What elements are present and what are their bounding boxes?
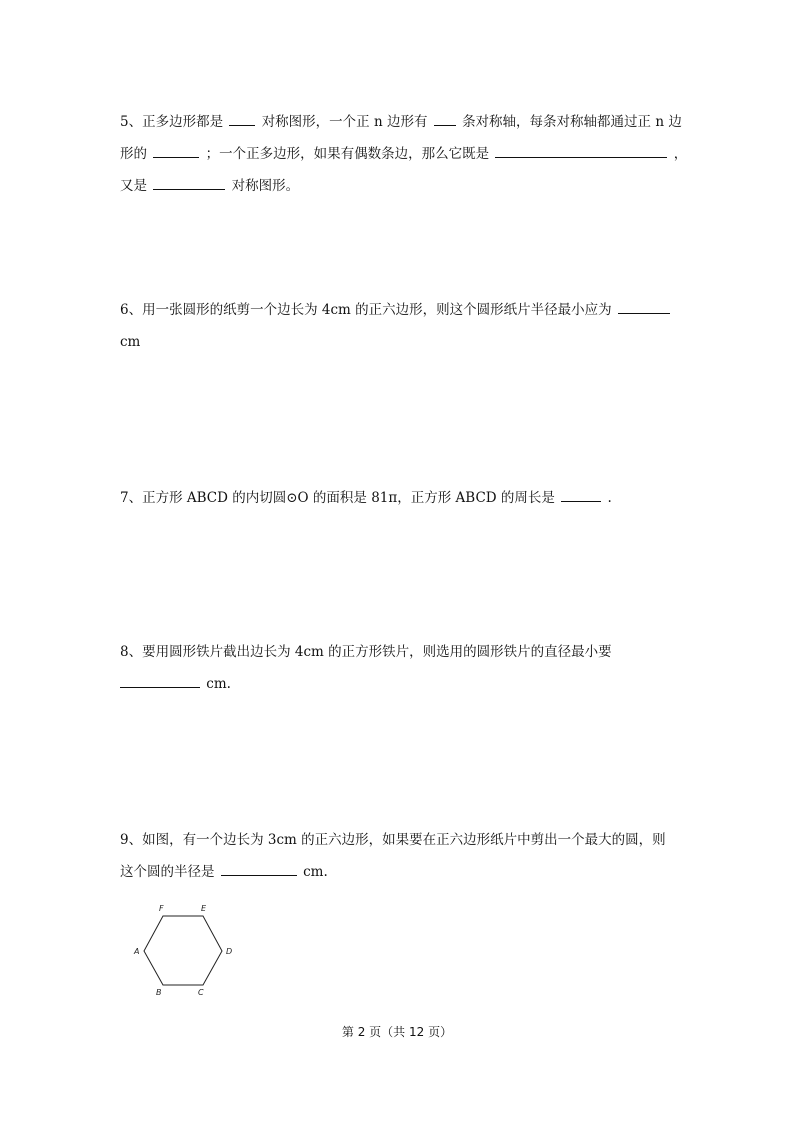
question-9-line-1 [120,824,700,856]
q9-text-1: 9、如图，有一个边长为 3cm 的正六边形，如果要在正六边形纸片中剪出一个最大的圆，则 [120,832,666,848]
q5-text-2c: ， [673,146,688,162]
q5-blank-1[interactable] [229,108,255,126]
q5-text-2b: ；一个正多边形，如果有偶数条边，那么它既是 [205,146,490,162]
q7-text-b: . [607,490,612,506]
question-9 [120,824,700,888]
q9-text-2a: 这个圆的半径是 [120,864,215,880]
q9-blank[interactable] [221,858,297,876]
vertex-label-c: C [198,988,204,997]
q5-text-1a: 5、正多边形都是 [120,114,224,130]
question-5-line-2 [120,138,700,170]
question-8-line-2 [120,668,700,700]
vertex-label-e: E [201,904,207,913]
q6-text-2: cm [120,334,141,350]
q5-text-1b: 对称图形，一个正 n 边形有 [261,114,428,130]
q7-text-a: 7、正方形 ABCD 的内切圆⊙O 的面积是 81π，正方形 ABCD 的周长是 [120,490,555,506]
question-7 [120,482,700,514]
question-6-line-1 [120,294,700,326]
q5-blank-2[interactable] [434,108,456,126]
vertex-label-f: F [159,904,164,913]
question-7-line-1 [120,482,700,514]
question-8 [120,636,700,700]
vertex-label-d: D [226,947,233,956]
q5-text-3b: 对称图形。 [231,178,300,194]
page-footer: 第 2 页（共 12 页） [341,1025,453,1039]
vertex-label-b: B [156,988,162,997]
q5-blank-5[interactable] [153,172,225,190]
q5-blank-3[interactable] [153,140,199,158]
question-9-line-2 [120,856,700,888]
regular-hexagon-shape [144,916,222,985]
q9-text-2b: cm. [303,864,328,880]
question-5-line-3 [120,170,700,202]
q8-blank[interactable] [120,670,200,688]
q5-text-3a: 又是 [120,178,147,194]
q5-text-1c: 条对称轴，每条对称轴都通过正 n 边 [462,114,682,130]
q6-text-1: 6、用一张圆形的纸剪一个边长为 4cm 的正六边形，则这个圆形纸片半径最小应为 [120,302,612,318]
question-5-line-1 [120,106,700,138]
q5-blank-4[interactable] [495,140,667,158]
question-6-line-2 [120,326,700,358]
question-5 [120,106,700,202]
q5-text-2a: 形的 [120,146,147,162]
q6-blank[interactable] [618,296,670,314]
q7-blank[interactable] [561,484,601,502]
q8-text-2: cm. [206,676,231,692]
vertex-label-a: A [134,947,140,956]
hexagon-figure [125,898,240,1003]
q8-text-1: 8、要用圆形铁片截出边长为 4cm 的正方形铁片，则选用的圆形铁片的直径最小要 [120,644,612,660]
question-8-line-1 [120,636,700,668]
question-6 [120,294,700,358]
